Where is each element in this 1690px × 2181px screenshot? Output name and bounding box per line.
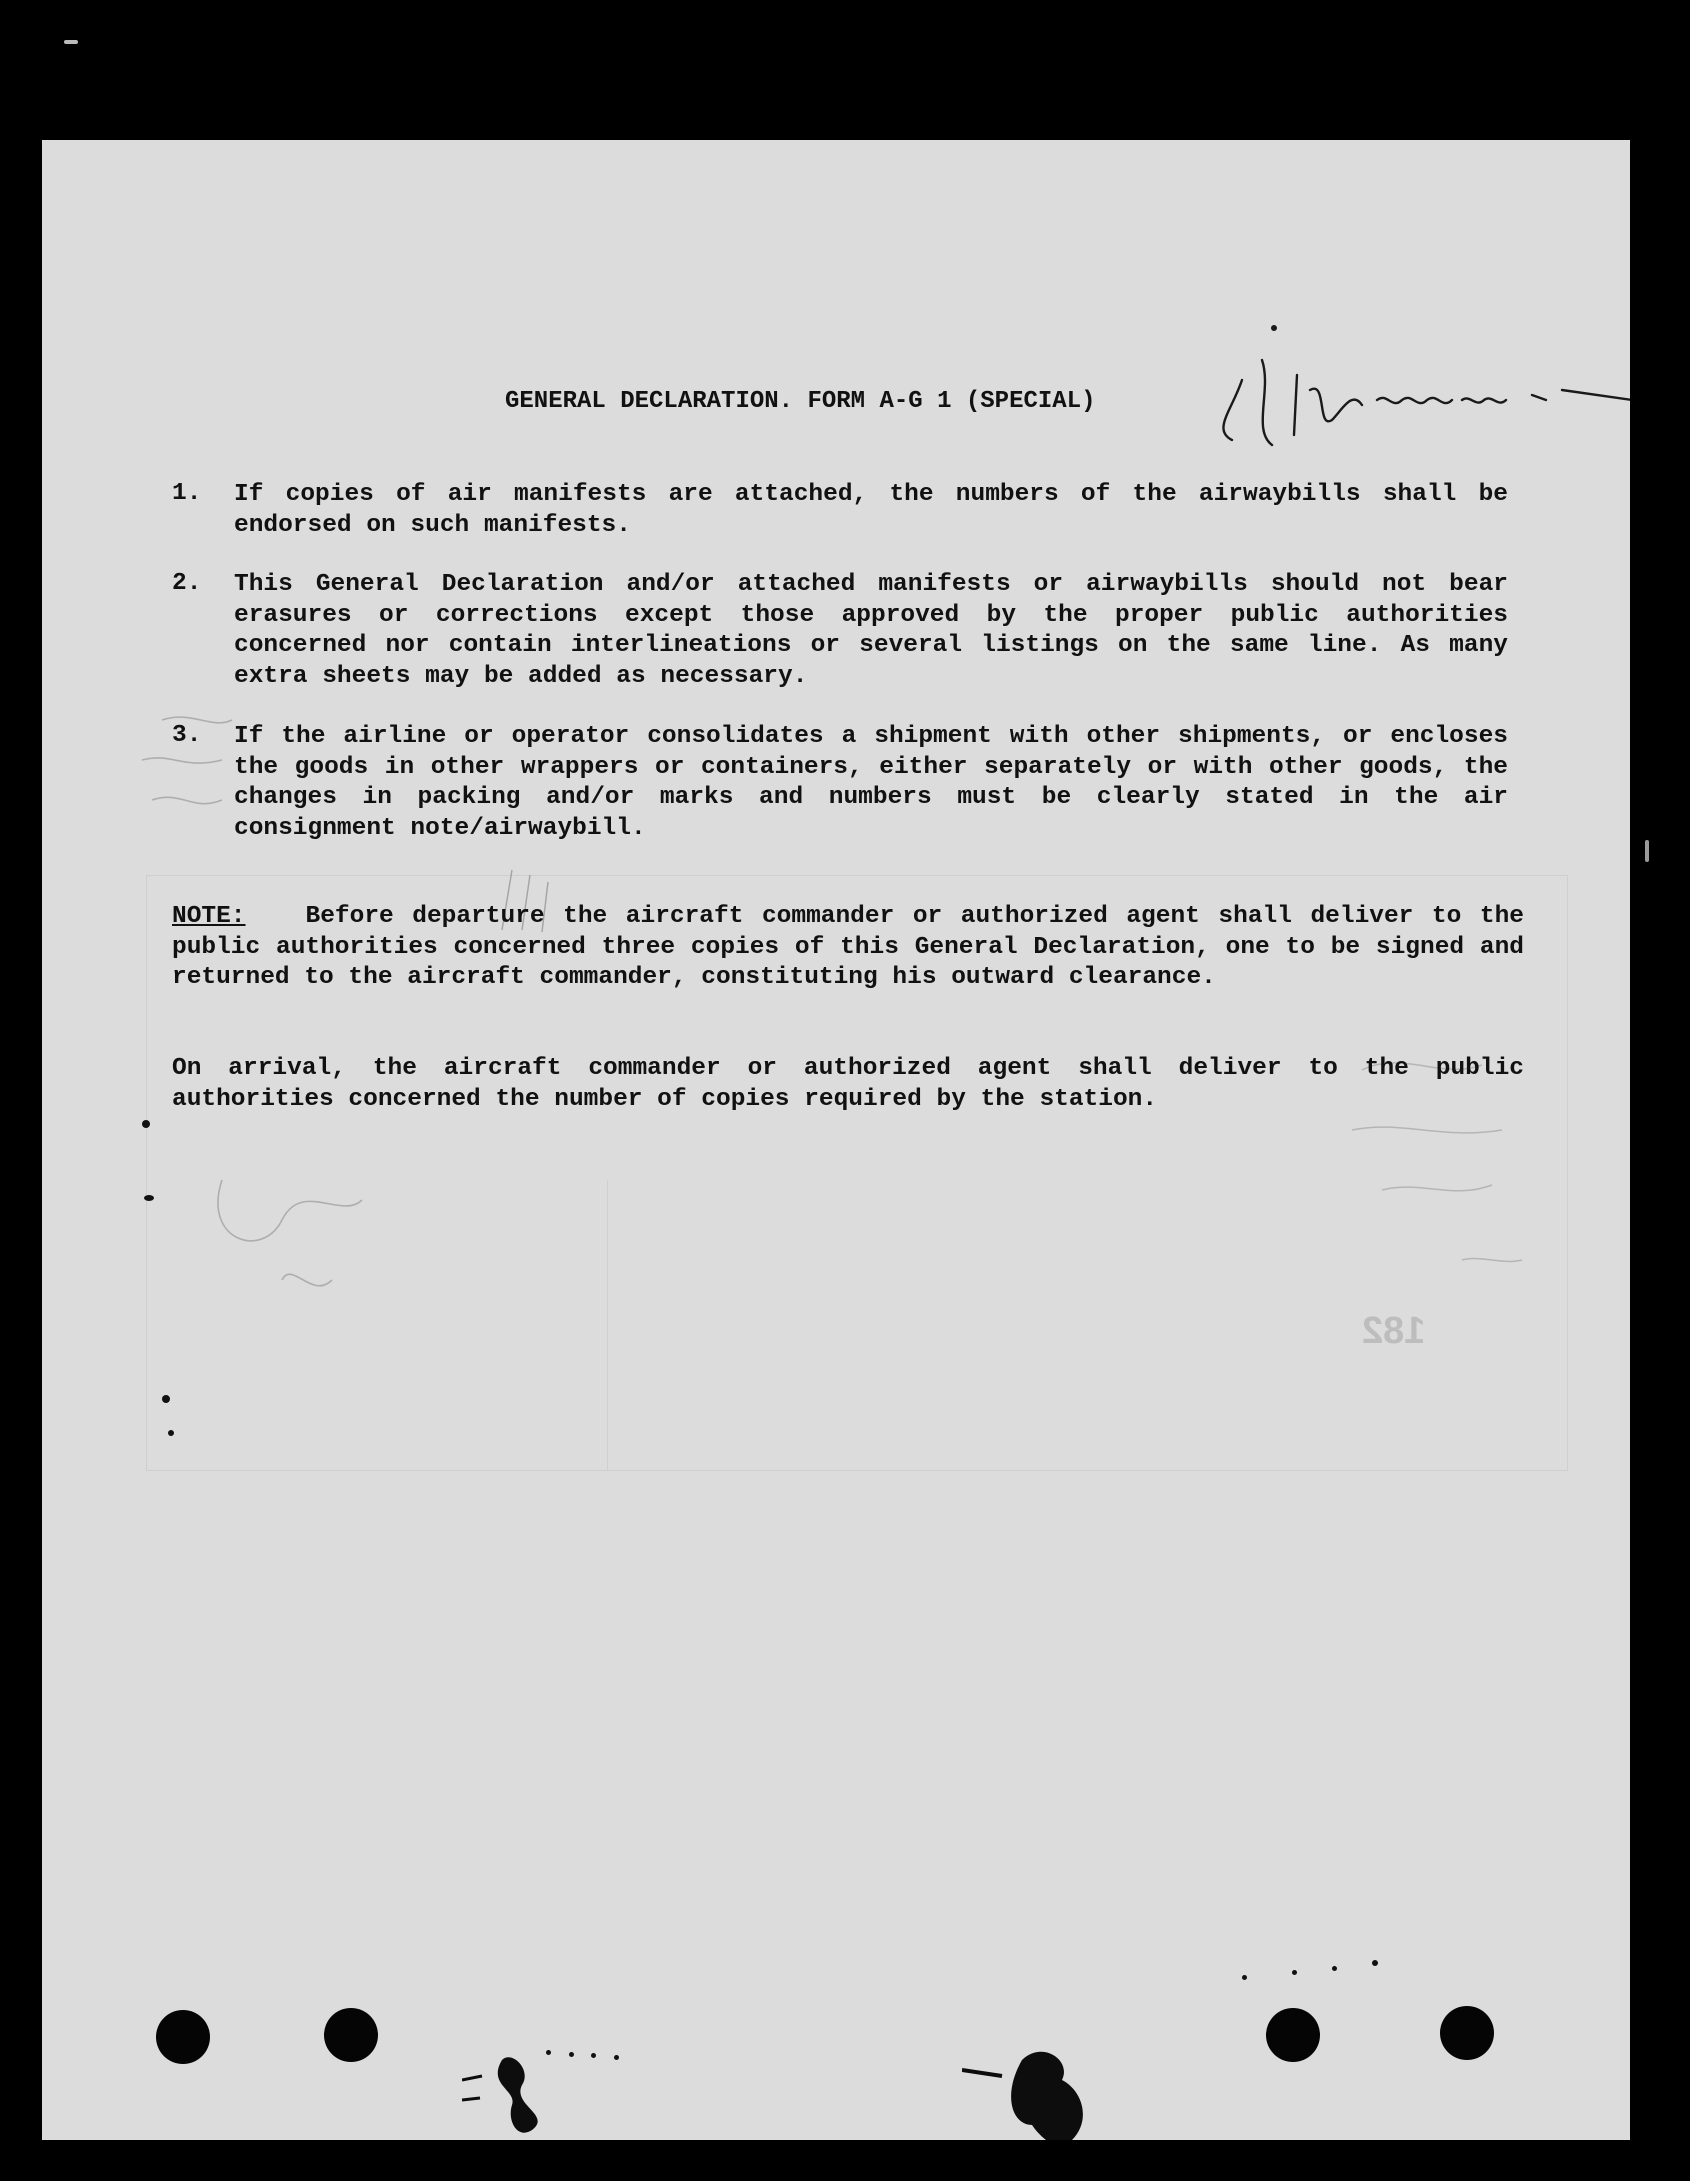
ink-speck	[1242, 1975, 1247, 1980]
ink-speck	[168, 1430, 174, 1436]
list-item-number: 1.	[172, 480, 202, 507]
torn-edge-mark	[462, 2040, 602, 2140]
list-item-text: This General Declaration and/or attached manifests or airwaybills should not bear erasures or corrections except those approved by the proper public authorities concerned nor contain interlineations or several listings on the same line. As many extra sheets may be added as necessary.	[234, 571, 1508, 690]
bleed-through-divider	[607, 1180, 608, 1470]
list-item-text: If copies of air manifests are attached, the numbers of the airwaybills shall be endorsed on such manifests.	[234, 481, 1508, 539]
ink-speck	[614, 2055, 619, 2060]
ink-speck	[1372, 1960, 1378, 1966]
torn-edge-mark	[962, 2040, 1142, 2140]
bleed-through-number: 182	[1362, 1310, 1426, 1352]
arrival-paragraph: On arrival, the aircraft commander or authorized agent shall deliver to the public authorities concerned the number of copies required by the station.	[172, 1055, 1524, 1113]
ink-speck	[142, 1120, 150, 1128]
ink-speck	[144, 1195, 154, 1201]
ink-speck	[162, 1395, 170, 1403]
punch-hole	[324, 2008, 378, 2062]
handwritten-signature	[1202, 320, 1630, 460]
edge-speck	[1645, 840, 1649, 862]
note-paragraph	[172, 902, 1524, 994]
list-item-number: 2.	[172, 570, 202, 597]
page-title: GENERAL DECLARATION. FORM A-G 1 (SPECIAL)	[505, 388, 1096, 415]
punch-hole	[1266, 2008, 1320, 2062]
punch-hole	[1440, 2006, 1494, 2060]
ink-speck	[1332, 1966, 1337, 1971]
note-label: NOTE:	[172, 903, 246, 930]
document-page	[42, 140, 1630, 2140]
note-text: Before departure the aircraft commander or authorized agent shall deliver to the public authorities concerned three copies of this General Declaration, one to be signed and returned to the aircraft commander, constituting his outward clearance.	[172, 903, 1524, 991]
list-item-number: 3.	[172, 722, 202, 749]
list-item-text: If the airline or operator consolidates a shipment with other shipments, or encloses the goods in other wrappers or containers, either separately or with other goods, the changes in packing and/or marks and numbers must be clearly stated in the air consignment note/airwaybill.	[234, 723, 1508, 842]
edge-speck	[64, 40, 78, 44]
punch-hole	[156, 2010, 210, 2064]
ink-speck	[1292, 1970, 1297, 1975]
